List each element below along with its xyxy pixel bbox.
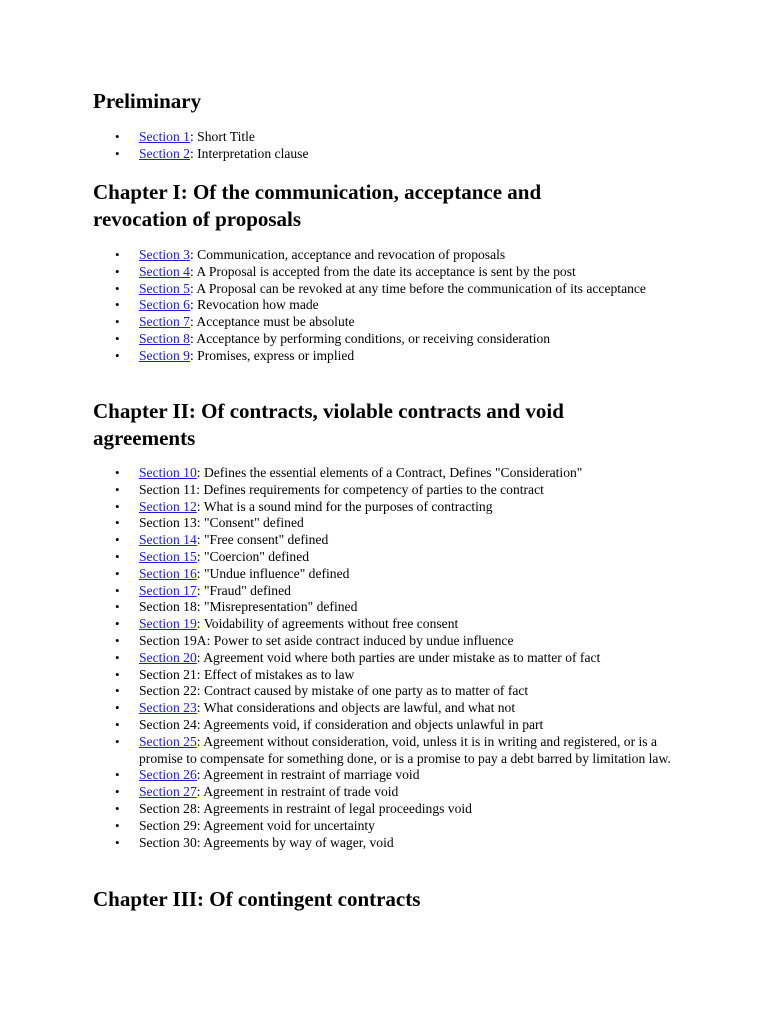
bullet-icon: •: [115, 515, 120, 531]
list-item: [93, 784, 679, 801]
list-item: [93, 583, 679, 600]
section-description: : Effect of mistakes as to law: [196, 666, 355, 682]
chapter-heading-chapter-3: Chapter III: Of contingent contracts: [93, 887, 421, 911]
list-item: [93, 650, 679, 667]
list-item: [93, 314, 679, 331]
section-description: : What considerations and objects are lawful, and what not: [196, 700, 516, 716]
section-link[interactable]: Section 3: [139, 247, 190, 262]
section-description: : Agreement in restraint of trade void: [196, 784, 399, 800]
bullet-icon: •: [115, 347, 120, 363]
section-link[interactable]: Section 4: [139, 263, 190, 279]
bullet-icon: •: [115, 548, 120, 564]
section-description: : What is a sound mind for the purposes of contracting: [196, 498, 493, 514]
section-description: : Agreement without consideration, void, unless it is in writing and registered, or is a promise to compensate for something done, or is a promise to pay a debt barred by limitation law.: [139, 733, 671, 766]
bullet-icon: •: [115, 582, 120, 598]
list-item: [93, 734, 679, 768]
bullet-icon: •: [115, 834, 120, 850]
bullet-icon: •: [115, 145, 120, 161]
section-link[interactable]: Section 27: [139, 784, 197, 800]
section-label: Section 29: [139, 817, 197, 833]
section-description: : Agreement in restraint of marriage void: [196, 767, 420, 783]
section-description: : "Misrepresentation" defined: [196, 599, 358, 615]
section-list-chapter-1: [93, 247, 679, 365]
bullet-icon: •: [115, 532, 120, 548]
list-item: [93, 247, 679, 264]
section-label: Section 13: [139, 515, 197, 531]
list-item: [93, 549, 679, 566]
section-link[interactable]: Section 7: [139, 314, 190, 330]
chapter-heading-chapter-2: Chapter II: Of contracts, violable contracts and void agreements: [93, 399, 564, 450]
section-description: : Power to set aside contract induced by undue influence: [206, 632, 514, 648]
section-description: : Promises, express or implied: [189, 347, 355, 363]
bullet-icon: •: [115, 632, 120, 648]
bullet-icon: •: [115, 330, 120, 346]
list-item: [93, 683, 679, 700]
section-description: : "Free consent" defined: [196, 532, 329, 548]
section-label: Section 30: [139, 834, 197, 850]
section-link[interactable]: Section 2: [139, 145, 190, 161]
section-link[interactable]: Section 17: [139, 582, 197, 598]
section-link[interactable]: Section 12: [139, 498, 197, 514]
list-item: [93, 129, 679, 146]
bullet-icon: •: [115, 314, 120, 330]
section-link[interactable]: Section 25: [139, 733, 197, 749]
section-description: : Agreement void for uncertainty: [196, 817, 375, 833]
section-description: : Agreements void, if consideration and objects unlawful in part: [196, 716, 544, 732]
list-item: [93, 633, 679, 650]
bullet-icon: •: [115, 683, 120, 699]
section-description: : "Coercion" defined: [196, 548, 310, 564]
section-description: : A Proposal can be revoked at any time before the communication of its acceptance: [189, 280, 646, 296]
list-item: [93, 465, 679, 482]
section-list-preliminary: [93, 129, 679, 163]
section-link[interactable]: Section 19: [139, 616, 197, 632]
section-description: : Agreements in restraint of legal proceedings void: [196, 800, 472, 816]
section-link[interactable]: Section 23: [139, 700, 197, 716]
section-link[interactable]: Section 10: [139, 465, 197, 480]
section-description: : Acceptance by performing conditions, or receiving consideration: [189, 330, 551, 346]
section-description: : Defines requirements for competency of parties to the contract: [196, 481, 544, 497]
bullet-icon: •: [115, 565, 120, 581]
section-description: : "Consent" defined: [196, 515, 304, 531]
bullet-icon: •: [115, 129, 120, 144]
section-label: Section 22: [139, 683, 197, 699]
list-item: [93, 331, 679, 348]
section-description: : Defines the essential elements of a Contract, Defines "Consideration": [196, 465, 583, 480]
section-link[interactable]: Section 15: [139, 548, 197, 564]
section-description: : Short Title: [189, 129, 255, 144]
section-link[interactable]: Section 6: [139, 297, 190, 313]
bullet-icon: •: [115, 599, 120, 615]
bullet-icon: •: [115, 616, 120, 632]
bullet-icon: •: [115, 247, 120, 262]
list-item: [93, 801, 679, 818]
list-item: [93, 599, 679, 616]
section-link[interactable]: Section 9: [139, 347, 190, 363]
section-label: Section 19A: [139, 632, 207, 648]
list-item: [93, 818, 679, 835]
list-item: [93, 348, 679, 365]
section-description: : Interpretation clause: [189, 145, 309, 161]
list-item: [93, 297, 679, 314]
section-link[interactable]: Section 14: [139, 532, 197, 548]
section-description: : Communication, acceptance and revocation of proposals: [189, 247, 506, 262]
section-label: Section 11: [139, 481, 197, 497]
chapter-heading-preliminary: Preliminary: [93, 89, 202, 113]
section-list-chapter-2: [93, 465, 679, 851]
list-item: [93, 281, 679, 298]
section-description: : Voidability of agreements without free consent: [196, 616, 459, 632]
section-link[interactable]: Section 1: [139, 129, 190, 144]
list-item: [93, 667, 679, 684]
list-item: [93, 700, 679, 717]
bullet-icon: •: [115, 498, 120, 514]
list-item: [93, 835, 679, 852]
list-item: [93, 566, 679, 583]
section-description: : Revocation how made: [189, 297, 319, 313]
section-description: : Contract caused by mistake of one party as to matter of fact: [196, 683, 529, 699]
bullet-icon: •: [115, 465, 120, 480]
list-item: [93, 146, 679, 163]
section-description: : Acceptance must be absolute: [189, 314, 355, 330]
list-item: [93, 482, 679, 499]
bullet-icon: •: [115, 800, 120, 816]
section-description: : "Fraud" defined: [196, 582, 291, 598]
bullet-icon: •: [115, 700, 120, 716]
list-item: [93, 767, 679, 784]
section-link[interactable]: Section 8: [139, 330, 190, 346]
bullet-icon: •: [115, 649, 120, 665]
section-description: : Agreement void where both parties are under mistake as to matter of fact: [196, 649, 601, 665]
section-label: Section 28: [139, 800, 197, 816]
bullet-icon: •: [115, 784, 120, 800]
bullet-icon: •: [115, 767, 120, 783]
list-item: [93, 499, 679, 516]
bullet-icon: •: [115, 817, 120, 833]
list-item: [93, 717, 679, 734]
chapter-heading-chapter-1: Chapter I: Of the communication, acceptance and revocation of proposals: [93, 180, 542, 231]
section-link[interactable]: Section 26: [139, 767, 197, 783]
section-label: Section 24: [139, 716, 197, 732]
section-label: Section 18: [139, 599, 197, 615]
section-link[interactable]: Section 20: [139, 649, 197, 665]
bullet-icon: •: [115, 716, 120, 732]
section-description: : "Undue influence" defined: [196, 565, 350, 581]
section-label: Section 21: [139, 666, 197, 682]
section-link[interactable]: Section 16: [139, 565, 197, 581]
bullet-icon: •: [115, 297, 120, 313]
list-item: [93, 264, 679, 281]
list-item: [93, 616, 679, 633]
bullet-icon: •: [115, 733, 120, 749]
list-item: [93, 515, 679, 532]
section-description: : A Proposal is accepted from the date its acceptance is sent by the post: [189, 263, 576, 279]
list-item: [93, 532, 679, 549]
bullet-icon: •: [115, 481, 120, 497]
bullet-icon: •: [115, 280, 120, 296]
section-link[interactable]: Section 5: [139, 280, 190, 296]
bullet-icon: •: [115, 666, 120, 682]
bullet-icon: •: [115, 263, 120, 279]
section-description: : Agreements by way of wager, void: [196, 834, 394, 850]
